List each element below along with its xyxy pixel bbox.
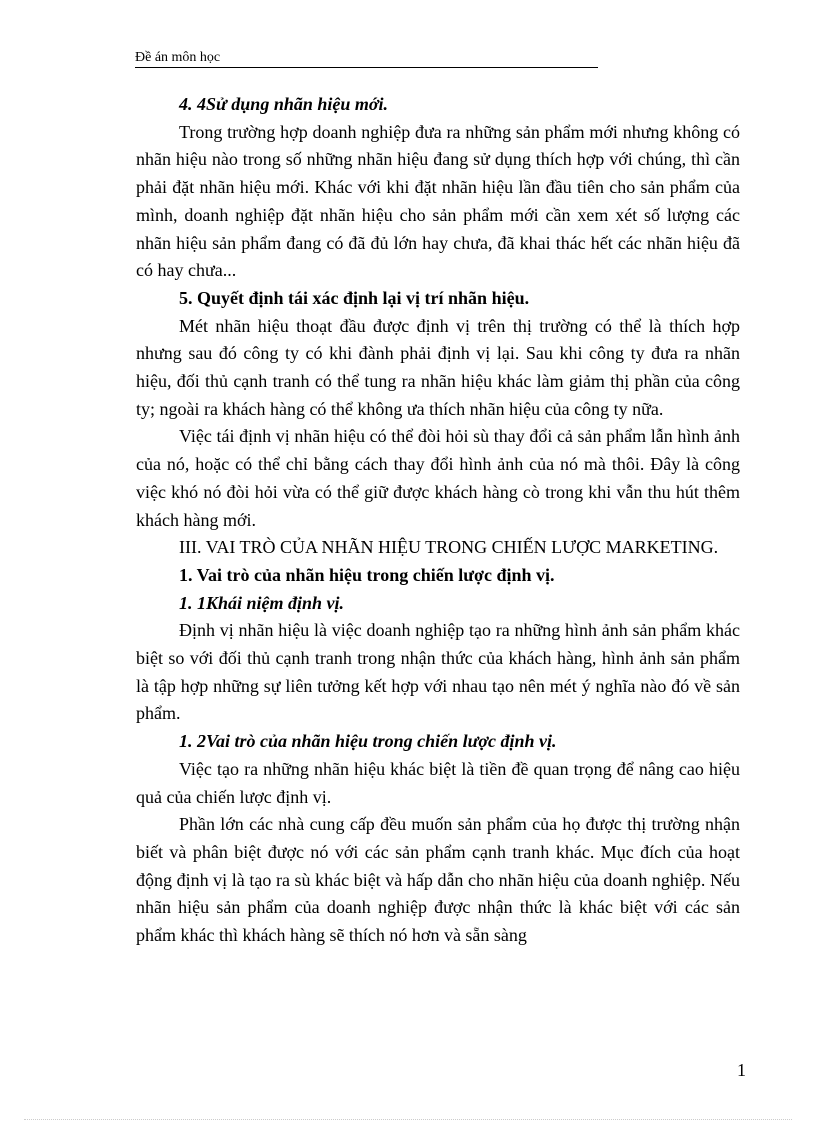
page-number: 1 xyxy=(737,1060,746,1080)
section-heading-5: 5. Quyết định tái xác định lại vị trí nhãn hiệu. xyxy=(179,287,530,308)
section-heading-1-2: 1. 2Vai trò của nhãn hiệu trong chiến lược định vị. xyxy=(179,731,557,752)
section-heading-1-1: 1. 1Khái niệm định vị. xyxy=(179,592,345,613)
paragraph: Định vị nhãn hiệu là việc doanh nghiệp tạo ra những hình ảnh sản phẩm khác biệt so với đối thủ cạnh tranh trong nhận thức của khách hàng, hình ảnh sản phẩm là tập hợp những sự liên tưởng kết hợp với nhau tạo nên mét ý nghĩa nào đó về sản phẩm. xyxy=(136,620,740,724)
section-heading-iii: III. VAI TRÒ CỦA NHÃN HIỆU TRONG CHIẾN LƯỢC MARKETING. xyxy=(179,537,719,558)
section-heading-1: 1. Vai trò của nhãn hiệu trong chiến lược định vị. xyxy=(179,564,555,585)
paragraph: Việc tái định vị nhãn hiệu có thể đòi hỏi sù thay đổi cả sản phẩm lẫn hình ảnh của nó, hoặc có thể chỉ bằng cách thay đổi hình ảnh của nó mà thôi. Đây là công việc khó nó đòi hỏi vừa có thể giữ được khách hàng cò trong khi vẫn thu hút thêm khách hàng mới. xyxy=(136,426,740,530)
paragraph: Việc tạo ra những nhãn hiệu khác biệt là tiền đề quan trọng để nâng cao hiệu quả của chiến lược định vị. xyxy=(136,758,740,807)
page-bottom-divider xyxy=(24,1119,792,1120)
paragraph: Phần lớn các nhà cung cấp đều muốn sản phẩm của họ được thị trường nhận biết và phân biệt được nó với các sản phẩm cạnh tranh khác. Mục đích của hoạt động định vị là tạo ra sù khác biệt và hấp dẫn cho nhãn hiệu của doanh nghiệp. Nếu nhãn hiệu sản phẩm của doanh nghiệp được nhận thức là khác biệt với các sản phẩm khác thì khách hàng sẽ thích nó hơn và sẵn sàng xyxy=(136,814,740,946)
paragraph: Trong trường hợp doanh nghiệp đưa ra những sản phẩm mới nhưng không có nhãn hiệu nào trong số những nhãn hiệu đang sử dụng thích hợp với chúng, thì cần phải đặt nhãn hiệu mới. Khác với khi đặt nhãn hiệu lần đầu tiên cho sản phẩm của mình, doanh nghiệp đặt nhãn hiệu cho sản phẩm mới cần xem xét số lượng các nhãn hiệu sản phẩm đang có đã đủ lớn hay chưa, đã khai thác hết các nhãn hiệu đã có hay chưa... xyxy=(136,121,740,281)
page-header xyxy=(135,50,598,68)
document-body xyxy=(136,91,740,950)
header-title: Đề án môn học xyxy=(135,50,221,65)
section-heading-4-4: 4. 4Sử dụng nhãn hiệu mới. xyxy=(179,94,389,114)
paragraph: Mét nhãn hiệu thoạt đầu được định vị trên thị trường có thể là thích hợp nhưng sau đó công ty có khi đành phải định vị lại. Sau khi công ty đưa ra nhãn hiệu, đối thủ cạnh tranh có thể tung ra nhãn hiệu khác làm giảm thị phần của công ty; ngoài ra khách hàng có thể không ưa thích nhãn hiệu của công ty nữa. xyxy=(136,315,740,419)
